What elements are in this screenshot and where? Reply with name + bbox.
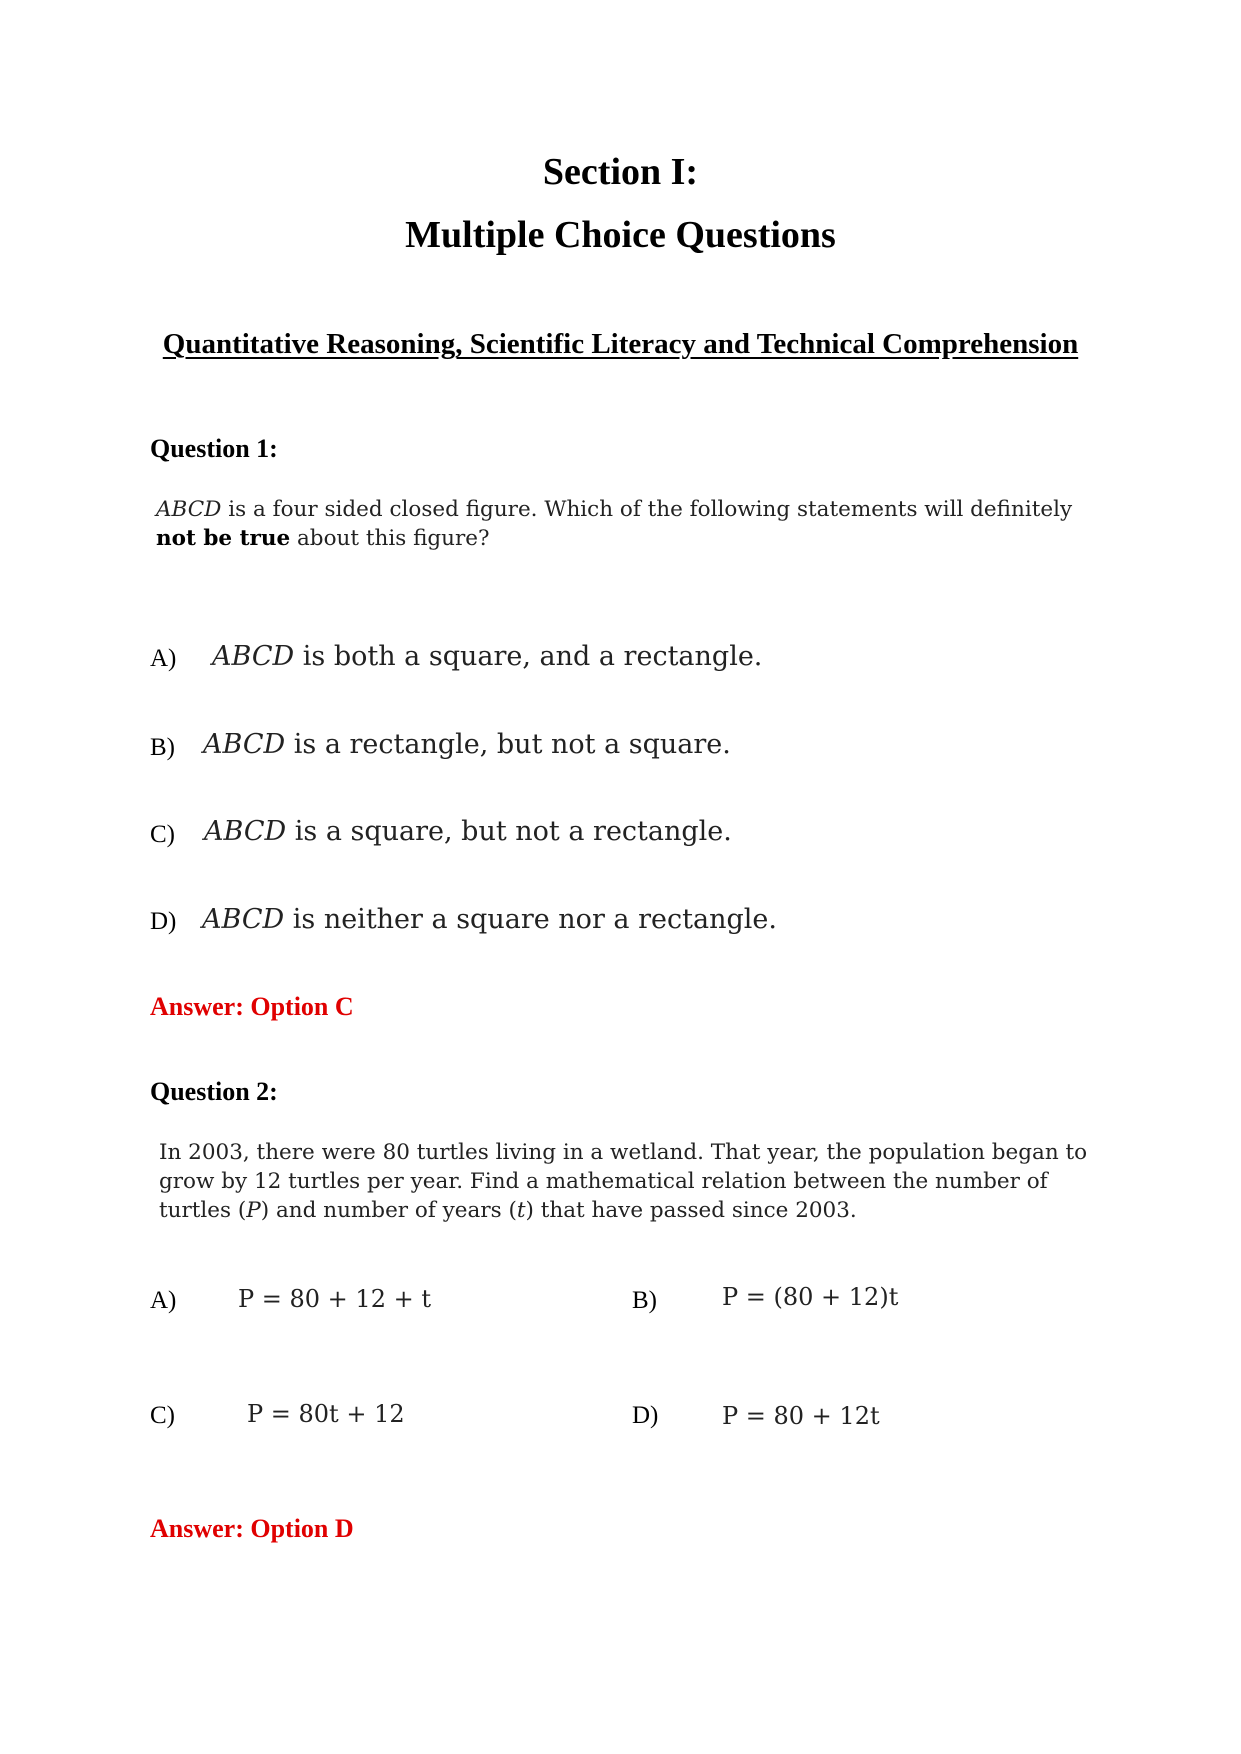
option-text: ABCD is neither a square nor a rectangle.	[202, 904, 777, 935]
option-expression: P = 80 + 12t	[722, 1402, 880, 1430]
option-expression: P = (80 + 12)t	[722, 1283, 899, 1311]
option-letter: B)	[632, 1287, 657, 1314]
option-letter: D)	[632, 1402, 659, 1429]
option-letter: A)	[150, 645, 177, 672]
question-1-prompt: ABCD is a four sided closed figure. Which of the following statements will definitely not be true about this figure?	[156, 497, 1073, 551]
option-letter: C)	[150, 821, 175, 848]
option-letter: B)	[150, 734, 175, 761]
question-2-answer: Answer: Option D	[150, 1514, 354, 1543]
option-letter: C)	[150, 1402, 175, 1429]
option-letter: D)	[150, 908, 177, 935]
topic-heading: Quantitative Reasoning, Scientific Literacy and Technical Comprehension	[162, 328, 1079, 360]
question-1-heading: Question 1:	[150, 434, 278, 463]
section-title: Section I:	[542, 151, 699, 193]
prompt-emphasis: not be true	[156, 526, 291, 551]
question-2-prompt: In 2003, there were 80 turtles living in a wetland. That year, the population began to grow by 12 turtles per year. Find a mathematical relation between the number of turtles (P) and number of years (t) that have passed since 2003.	[159, 1140, 1088, 1223]
question-2-heading: Question 2:	[150, 1077, 278, 1106]
option-text: ABCD is a square, but not a rectangle.	[204, 816, 732, 847]
option-letter: A)	[150, 1287, 177, 1314]
option-expression: P = 80t + 12	[247, 1400, 405, 1428]
option-text: ABCD is a rectangle, but not a square.	[203, 729, 731, 760]
option-expression: P = 80 + 12 + t	[238, 1285, 431, 1313]
option-text: ABCD is both a square, and a rectangle.	[212, 641, 763, 672]
question-1-answer: Answer: Option C	[150, 992, 354, 1021]
section-subtitle: Multiple Choice Questions	[405, 214, 836, 256]
prompt-variable: ABCD	[156, 497, 222, 522]
